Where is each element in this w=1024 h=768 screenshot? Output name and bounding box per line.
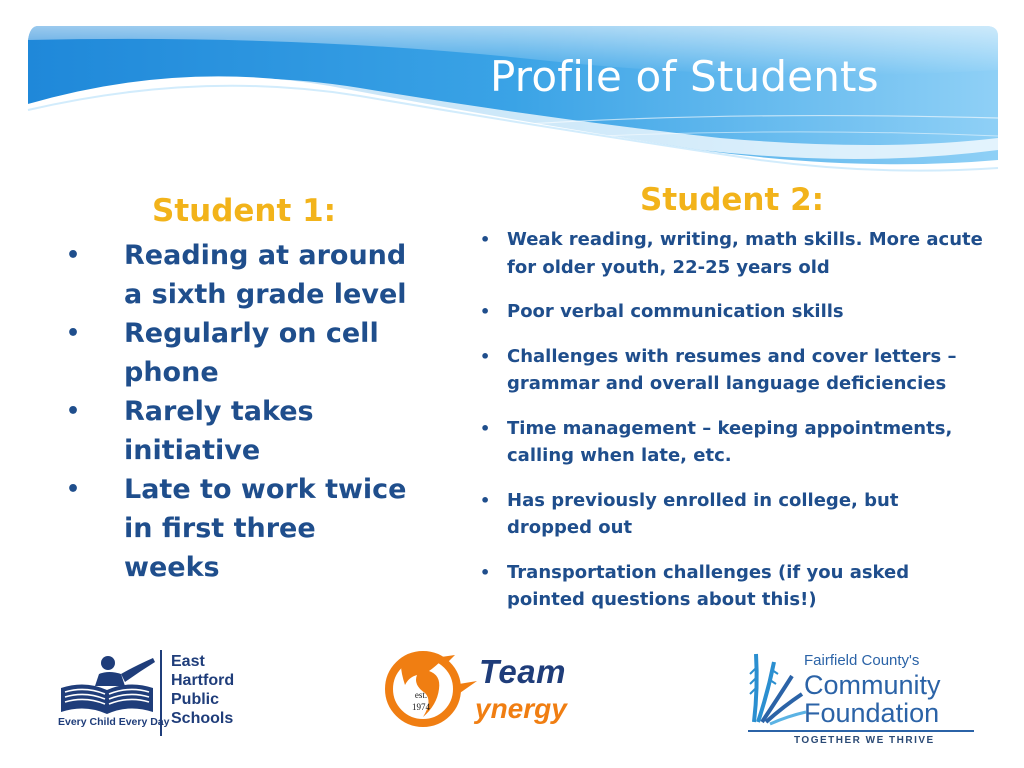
team-synergy-logo [383,645,598,741]
fccf-line-foundation: Foundation [804,698,940,728]
list-item-text: Late to work twice in first three weeks [124,474,407,583]
list-item-text: Weak reading, writing, math skills. More acute for older youth, 22-25 years old [507,229,983,278]
list-item [478,415,988,470]
fairfield-county-community-foundation-logo [748,648,978,748]
team-est-label [403,689,439,713]
bullet-icon: • [480,562,491,582]
bullet-icon: • [66,243,81,268]
ehps-line-public: Public [171,691,220,708]
ehps-line-east: East [171,653,205,670]
list-item-text: Time management – keeping appointments, calling when late, etc. [507,417,953,466]
ehps-tagline: Every Child Every Day [58,716,170,728]
bullet-icon: • [480,230,491,249]
list-item-text: Challenges with resumes and cover letters – grammar and overall language deficiencies [507,345,957,394]
bullet-icon: • [480,346,491,366]
open-book-reader-icon [55,650,159,720]
list-item [60,236,420,314]
student1-heading: Student 1: [152,193,337,229]
list-item-text: Regularly on cell phone [124,318,379,388]
list-item [478,487,988,542]
team-est-text: est. [414,690,428,700]
ehps-line-hartford: Hartford [171,672,235,689]
fccf-rule [748,730,974,732]
bullet-icon: • [480,418,491,438]
east-hartford-public-schools-logo [55,648,260,738]
list-item [478,226,988,281]
list-item-text: Reading at around a sixth grade level [124,240,407,310]
list-item [478,559,988,614]
ehps-wordmark [171,652,234,728]
ehps-line-schools: Schools [171,710,234,727]
list-item [60,392,420,470]
student2-heading: Student 2: [640,182,825,218]
list-item-text: Poor verbal communication skills [507,301,844,322]
list-item-text: Transportation challenges (if you asked pointed questions about this!) [507,561,910,610]
slide-title: Profile of Students [490,52,879,101]
list-item-text: Rarely takes initiative [124,396,314,466]
wheat-sheaf-icon [748,648,808,728]
list-item-text: Has previously enrolled in college, but dropped out [507,489,899,538]
bullet-icon: • [66,321,81,346]
fccf-tagline: TOGETHER WE THRIVE [794,735,935,746]
fccf-line-fairfield: Fairfield County's [804,652,920,669]
fccf-line-community: Community [804,670,941,700]
list-item [60,314,420,392]
bullet-icon: • [480,490,491,510]
team-wordmark: Team [479,653,566,690]
student2-list [478,226,988,631]
bullet-icon: • [66,477,81,502]
list-item [478,298,988,326]
bullet-icon: • [480,302,491,321]
student1-list [60,236,420,587]
list-item [478,343,988,398]
synergy-wordmark: ynergy [475,693,567,724]
team-est-year: 1974 [412,702,430,712]
list-item [60,470,420,587]
bullet-icon: • [66,399,81,424]
